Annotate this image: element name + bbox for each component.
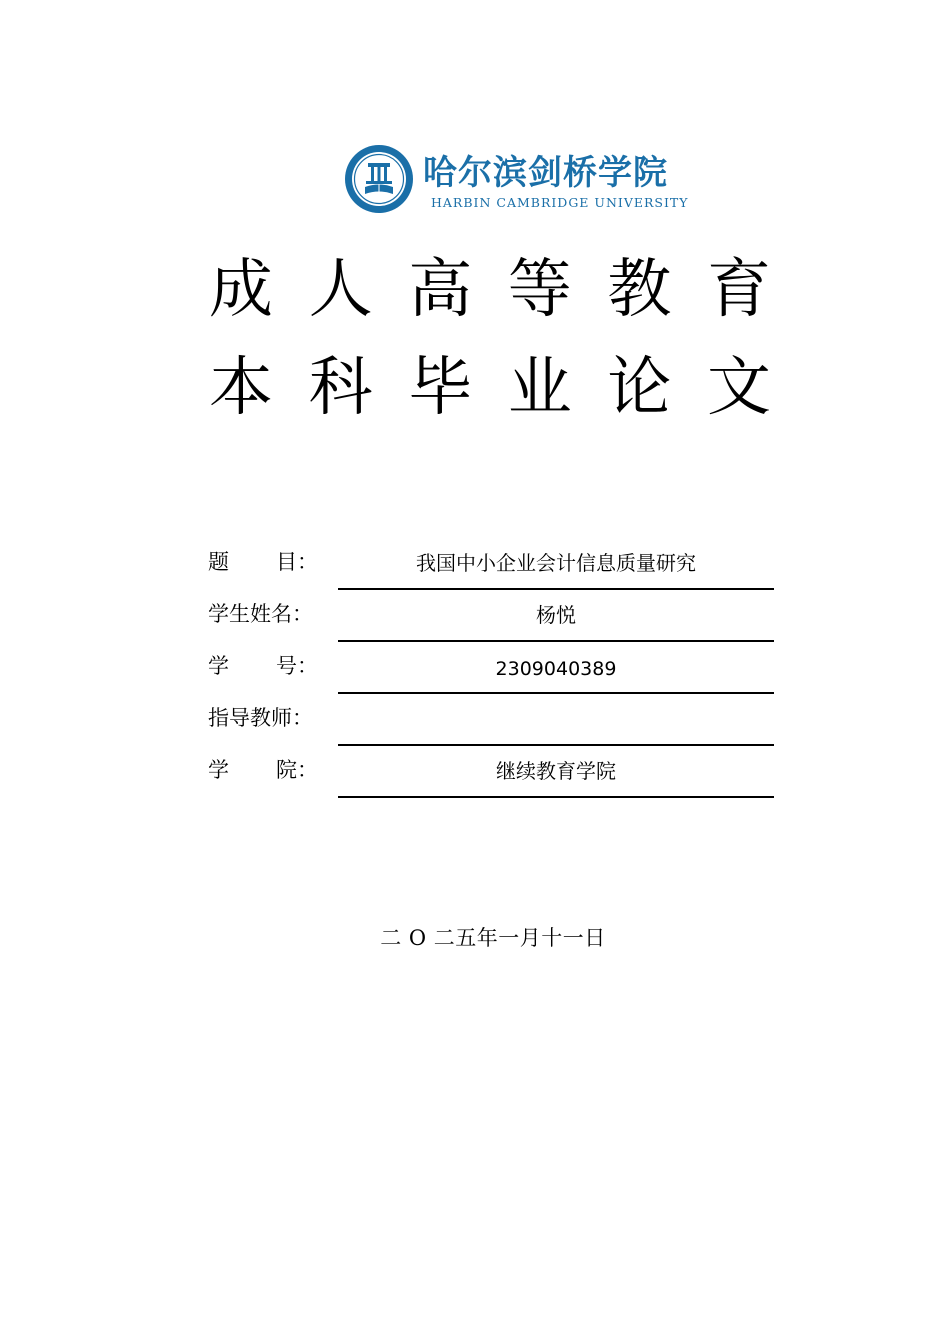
university-logo [343, 143, 713, 217]
field-label-student-name: 学生姓名： [208, 602, 313, 626]
university-name-cn: 哈尔滨剑桥学院 [423, 153, 668, 193]
field-value-school: 继续教育学院 [496, 759, 616, 783]
heading-char: 育 [706, 253, 771, 327]
field-row-student-name [208, 590, 774, 642]
field-label-advisor: 指导教师： [208, 706, 313, 730]
field-row-student-id [208, 642, 774, 694]
heading-char: 成 [209, 253, 273, 327]
heading-char: 高 [408, 253, 473, 327]
field-label-student-id: 学 号： [208, 654, 318, 678]
thesis-heading-line1 [205, 254, 775, 326]
thesis-heading-line2 [205, 352, 775, 424]
heading-char: 人 [308, 253, 373, 327]
heading-char: 教 [607, 253, 672, 327]
heading-char: 业 [507, 351, 572, 425]
heading-char: 本 [209, 351, 273, 425]
university-seal-icon [343, 143, 415, 215]
field-row-school [208, 746, 774, 798]
heading-char: 文 [706, 351, 771, 425]
heading-char: 等 [507, 253, 572, 327]
field-value-student-id: 2309040389 [495, 658, 617, 680]
submission-date: 二 O 二五年一月十一日 [380, 926, 606, 950]
underline [338, 796, 774, 798]
heading-char: 科 [308, 351, 373, 425]
heading-char: 论 [607, 351, 672, 425]
field-value-title: 我国中小企业会计信息质量研究 [416, 551, 696, 575]
field-value-student-name: 杨悦 [536, 603, 576, 627]
field-row-title [208, 538, 774, 590]
field-label-school: 学 院： [208, 758, 318, 782]
heading-char: 毕 [408, 351, 473, 425]
field-label-title: 题 目： [208, 550, 318, 574]
university-name-en: HARBIN CAMBRIDGE UNIVERSITY [431, 195, 689, 210]
field-row-advisor [208, 694, 774, 746]
